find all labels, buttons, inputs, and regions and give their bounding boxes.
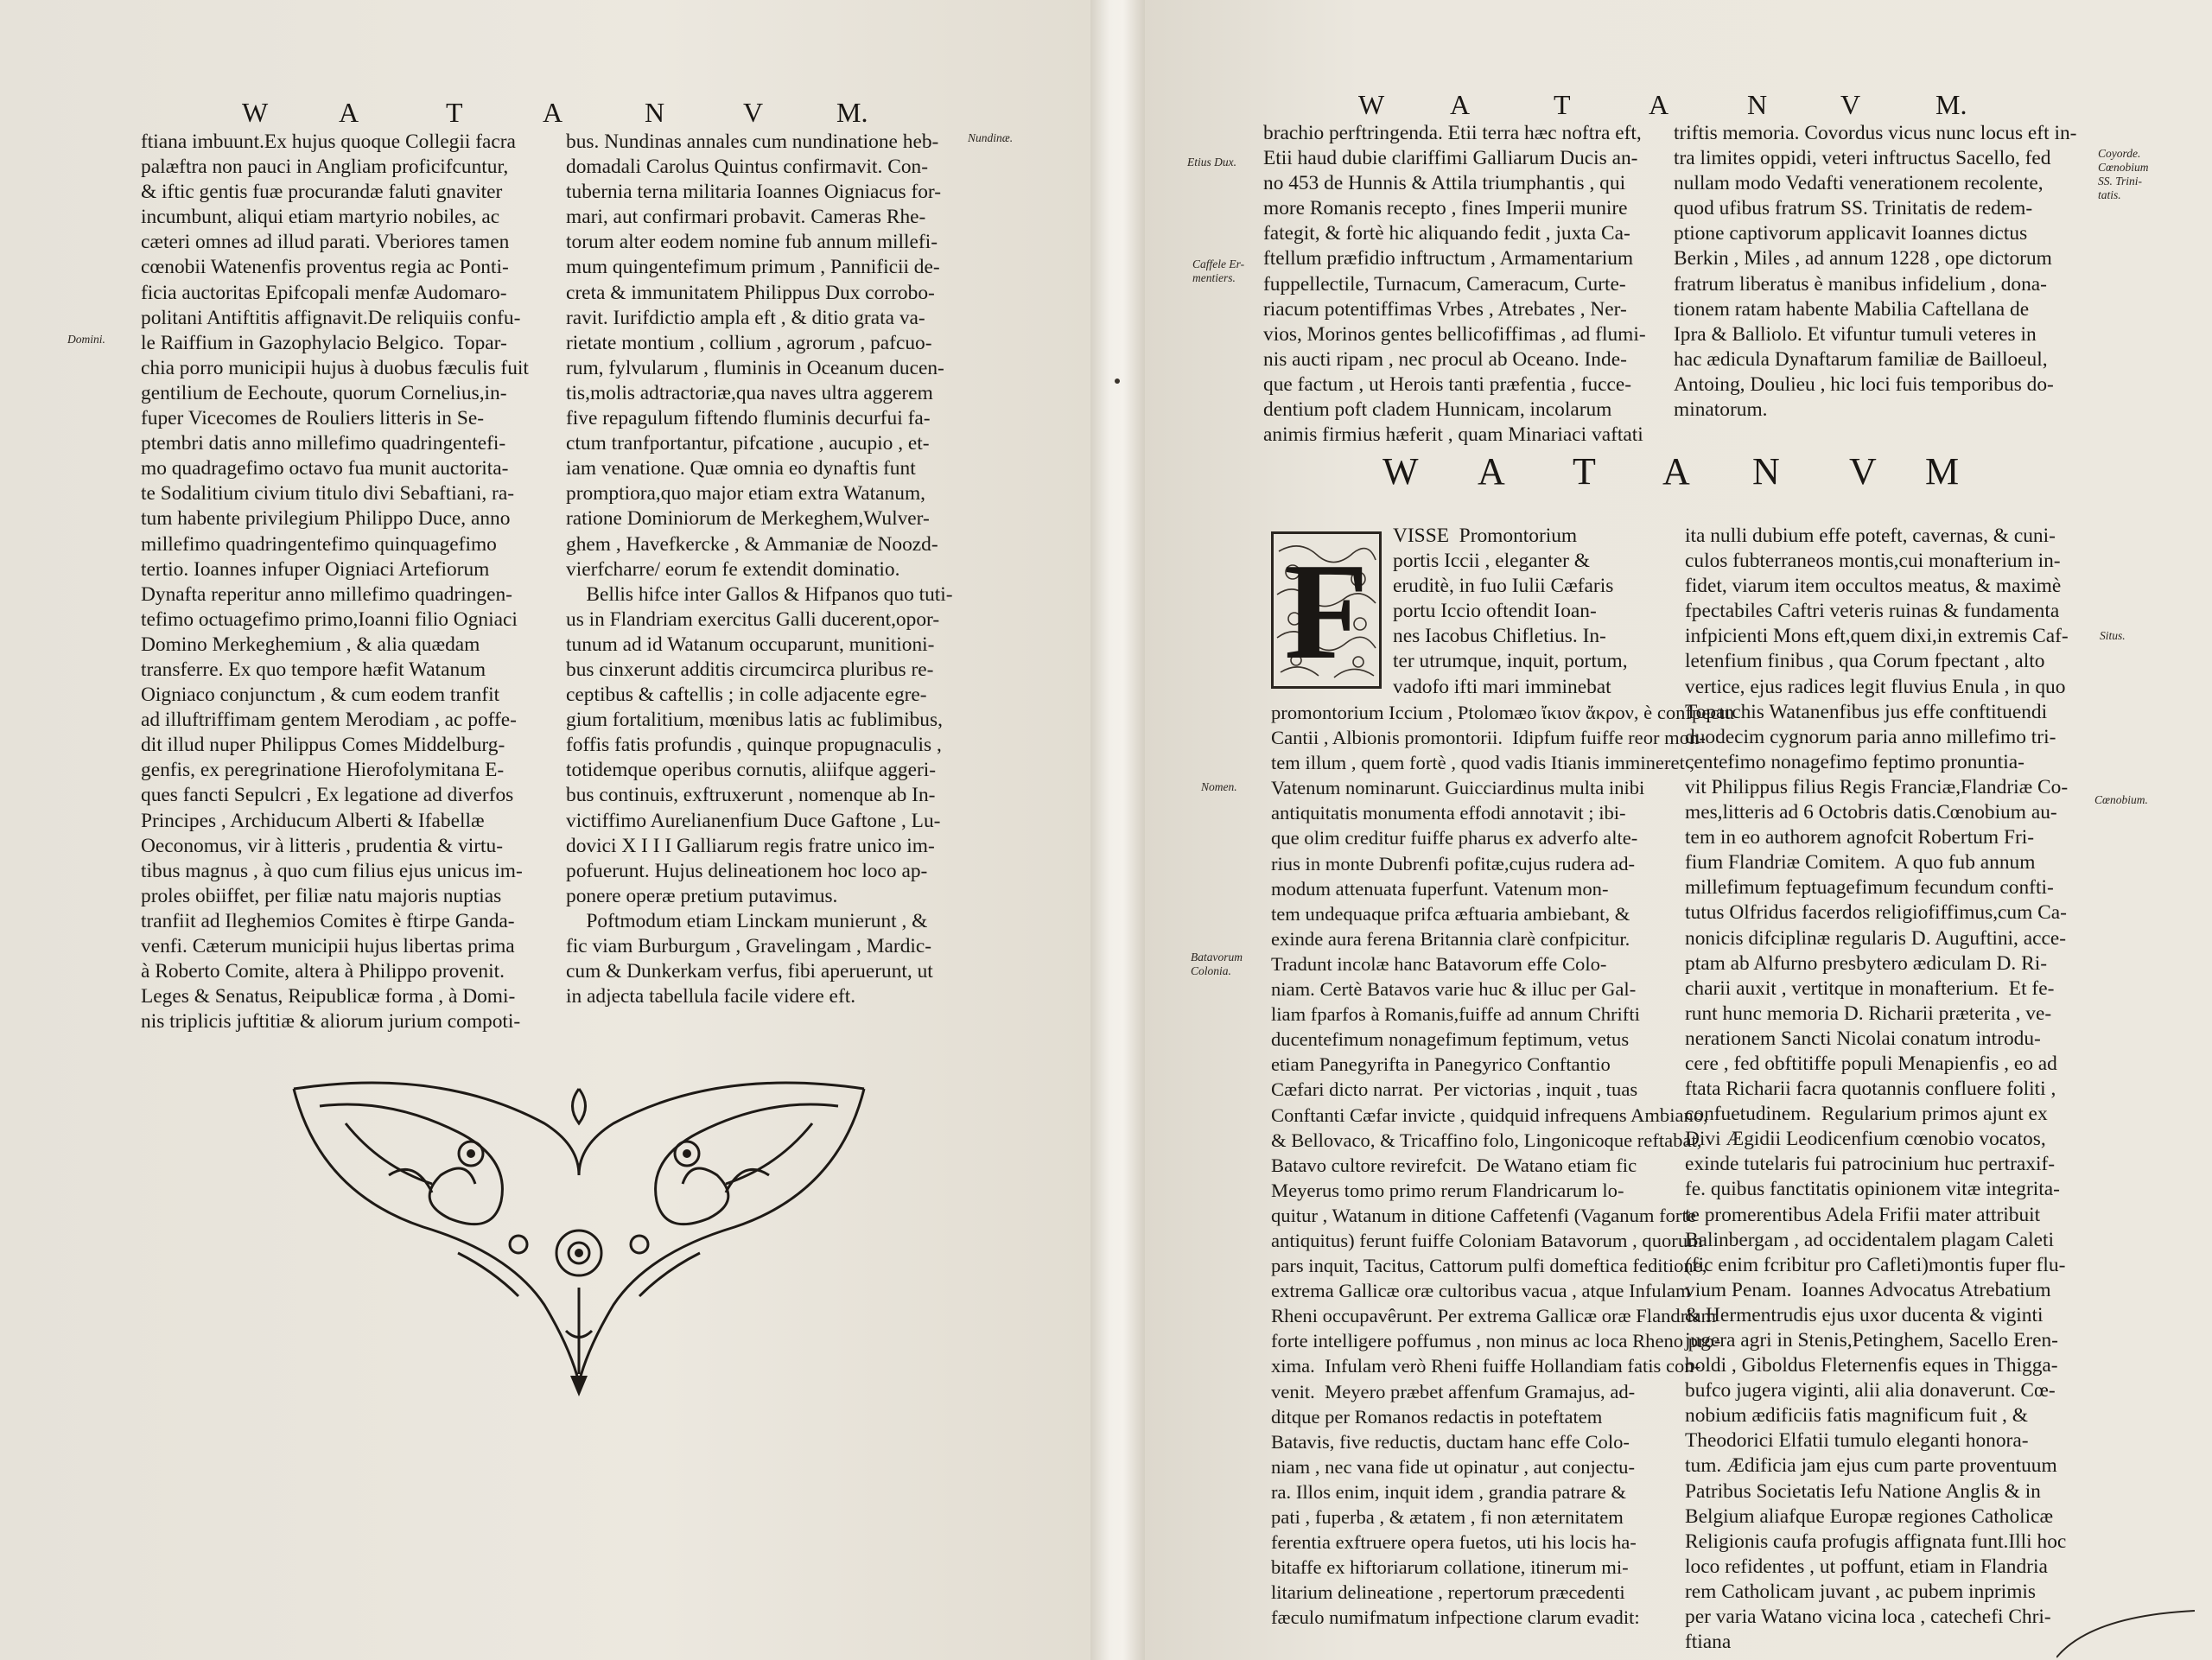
text-line: Domino Merkeghemium , & alia quædam [141, 633, 480, 656]
left-column-2 [566, 130, 972, 1009]
title-letter: W [1382, 450, 1419, 493]
text-line: que olim creditur fuiffe pharus ex adverfo alte- [1271, 827, 1638, 849]
text-line: venfi. Cæterum municipii hujus libertas prima [141, 935, 515, 957]
running-head-letter: A [543, 97, 563, 128]
running-head-letter: M. [1936, 89, 1967, 120]
text-line: tum. Ædificia jam ejus cum parte proventuum [1685, 1454, 2057, 1478]
text-line: dit illud nuper Philippus Comes Middelburg- [141, 734, 505, 757]
text-line: rem Catholicam juvant , ac pubem inprimis [1685, 1580, 2036, 1603]
running-head-letter: W [1358, 89, 1385, 120]
text-line: fuppellectile, Turnacum, Cameracum, Curte- [1263, 272, 1626, 296]
text-line: rietate montium , collium , agrorum , pafcuo- [566, 331, 932, 354]
text-line: mo quadragefimo octavo fua munit auctorita- [141, 457, 509, 480]
text-line: exinde tutelaris fui patrocinium huc pertraxif- [1685, 1153, 2056, 1176]
text-line: Berkin , Miles , ad annum 1228 , ope dictorum [1674, 247, 2052, 270]
text-line: portis Iccii , eleganter & [1393, 550, 1590, 573]
text-line: dovici X I I I Galliarum regis fratre unico im- [566, 834, 935, 857]
running-head-letter: A [1649, 89, 1669, 120]
text-line: more Romanis recepto , fines Imperii munire [1263, 197, 1628, 220]
text-line: Rheni occupavêrunt. Per extrema Gallicæ oræ Flandriam [1271, 1305, 1717, 1327]
title-letter: N [1752, 450, 1780, 493]
text-line: ficia auctoritas Epifcopali menfæ Audomaro- [141, 281, 507, 304]
text-line: us in Flandriam exercitus Galli ducerent,opor- [566, 607, 940, 631]
text-line: dentium poft cladem Hunnicam, incolarum [1263, 398, 1612, 422]
right-top-column-1 [1263, 121, 1669, 448]
decorated-initial [1271, 531, 1382, 689]
text-line: rius in monte Dubrenfi pofitæ,cujus rudera ad- [1271, 852, 1636, 875]
text-line: cere , fed obftitiffe populi Menapienfis , eo ad [1685, 1052, 2057, 1075]
text-line: fic viam Burburgum , Gravelingam , Mardic- [566, 935, 932, 957]
text-line: vadofo ifti mari imminebat [1393, 675, 1611, 698]
text-line: ceptibus & caftellis ; in colle adjacente egre- [566, 684, 927, 707]
text-line: creta & immunitatem Philippus Dux corrobo- [566, 281, 935, 304]
text-line: (fic enim fcribitur pro Cafleti)montis fuper flu- [1685, 1253, 2066, 1276]
text-line: nis aucti ripam , nec procul ab Oceano. Inde- [1263, 347, 1627, 371]
margin-note-batavorum: Batavorum Colonia. [1191, 951, 1243, 977]
text-line: ponere operæ pretium putavimus. [566, 884, 838, 907]
text-line: tunum ad id Watanum occuparunt, munitioni- [566, 633, 935, 656]
running-head-letter: V [743, 97, 764, 128]
running-head-letter: W [242, 97, 269, 128]
text-line: runt hunc memoria D. Richarii præterita , ve- [1685, 1002, 2052, 1025]
running-head-letter: N [645, 97, 665, 128]
margin-note-nundinae: Nundinæ. [968, 131, 1014, 144]
text-line: five repagulum fiftendo fluminis decurfui fa- [566, 407, 931, 430]
text-line: Oeconomus, vir à litteris , prudentia & virtu- [141, 834, 503, 857]
text-line: fidet, viarum item occultos meatus, & maximè [1685, 575, 2062, 598]
text-line: tum habente privilegium Philippo Duce, anno [141, 507, 511, 531]
text-line: & Bellovaco, & Tricaffino folo, Lingonicoque reftabat, [1271, 1129, 1702, 1151]
text-line: torum alter eodem nomine fub annum millefi- [566, 231, 938, 254]
text-line: Etii haud dubie clariffimi Galliarum Ducis an- [1263, 147, 1638, 170]
text-line: proles obiiffet, per filiæ natu majoris nuptias [141, 884, 502, 907]
text-line: vios, Morinos gentes bellicofiffimas , ad flumi- [1263, 322, 1646, 346]
text-line: te promerentibus Adela Frifii mater attribuit [1685, 1203, 2041, 1226]
right-column-2 [1685, 524, 2100, 1655]
text-line: Principes , Archiducum Alberti & Ifabellæ [141, 809, 485, 832]
text-line: in adjecta tabellula facile videre eft. [566, 985, 856, 1008]
text-line: duodecim cygnorum paria anno millefimo tri- [1685, 725, 2056, 748]
text-line: Balinbergam , ad occidentalem plagam Caleti [1685, 1228, 2054, 1251]
text-line: tem in eo authorem agnofcit Robertum Fri- [1685, 826, 2035, 849]
text-line: nes Iacobus Chifletius. In- [1393, 625, 1606, 648]
text-line: le Raiffium in Gazophylacio Belgico. Topar- [141, 331, 507, 354]
text-line: Batavis, five reductis, ductam hanc effe Colo- [1271, 1430, 1630, 1453]
text-line: jugera agri in Stenis,Petinghem, Sacello Eren- [1685, 1329, 2058, 1352]
text-line: ftiana imbuunt.Ex hujus quoque Collegii facra [141, 130, 516, 153]
text-line: ghem , Havefkercke , & Ammaniæ de Noozd- [566, 532, 938, 556]
text-line: tem illum , quem fortè , quod vadis Itianis immineret , [1271, 752, 1695, 774]
text-line: modum attenuata fuperfunt. Vatenum mon- [1271, 877, 1609, 900]
left-column-1 [141, 130, 556, 1034]
text-line: fuper Vicecomes de Rouliers litteris in Se- [141, 407, 485, 430]
text-line: mari, aut confirmari probavit. Cameras Rhe- [566, 206, 926, 229]
text-line: chia porro municipii hujus à duobus fæculis fuit [141, 356, 529, 379]
text-line: Patribus Societatis Iefu Natione Anglis & in [1685, 1479, 2041, 1503]
text-line: promptiora,quo major etiam extra Watanum, [566, 482, 925, 506]
text-line: no 453 de Hunnis & Attila triumphantis , qui [1263, 172, 1626, 195]
text-line: exinde aura ferena Britannia clarè confpicitur. [1271, 927, 1630, 950]
margin-note-nomen: Nomen. [1201, 780, 1237, 793]
text-line: culos fubterraneos montis,cui monafterium in- [1685, 550, 2061, 573]
text-line: mum quingentefimum primum , Pannificii de- [566, 256, 940, 279]
text-line: rum, fylvularum , fluminis in Oceanum ducen- [566, 356, 944, 379]
right-running-head [1358, 89, 1967, 124]
text-line: xima. Infulam verò Rheni fuiffe Hollandiam fatis con- [1271, 1355, 1701, 1377]
text-line: promontorium Iccium , Ptolomæo ἴκιον ἄκρον, è confpectu [1271, 702, 1734, 723]
text-line: etiam Panegyrifta in Panegyrico Conftantio [1271, 1053, 1611, 1076]
text-line: nonicis difciplinæ regularis D. Auguftini, acce- [1685, 926, 2067, 950]
text-line: triftis memoria. Covordus vicus nunc locus eft in- [1674, 122, 2077, 144]
text-line: liam fparfos à Romanis,fuiffe ad annum Chrifti [1271, 1003, 1640, 1026]
text-line: bufco jugera viginti, alii alia donaverunt. Cœ- [1685, 1379, 2056, 1402]
text-line: ra. Illos enim, inquit idem , grandia patrare & [1271, 1480, 1626, 1503]
text-line: confuetudinem. Regularium primos ajunt ex [1685, 1103, 2048, 1126]
page-curl-mark [2056, 1607, 2212, 1659]
book-gutter [1090, 0, 1145, 1660]
text-line: boldi , Giboldus Fleternenfis eques in Thigga- [1685, 1354, 2058, 1377]
margin-note-etius-dux: Etius Dux. [1187, 156, 1236, 169]
text-line: centefimo nonagefimo feptimo pronuntia- [1685, 750, 2024, 773]
text-line: pati , fuperba , & ætatem , fi non æternitatem [1271, 1506, 1624, 1528]
text-line: Bellis hifce inter Gallos & Hifpanos quo tuti- [566, 582, 953, 606]
text-line: foffis fatis profundis , quinque propugnaculis , [566, 734, 942, 757]
text-line: ptembri datis anno millefimo quadringentefi- [141, 432, 506, 455]
text-line: Cæfari dicto narrat. Per victorias , inquit , tuas [1271, 1078, 1638, 1101]
text-line: gium fortalitium, mœnibus latis ac fublimibus, [566, 709, 943, 732]
text-line: loco refidentes , ut poffunt, etiam in Flandria [1685, 1555, 2048, 1578]
text-line: bitaffe ex hiftoriarum collatione, itinerum mi- [1271, 1556, 1629, 1579]
text-line: tibus magnus , à quo cum filius ejus unicus im- [141, 859, 523, 882]
text-line: quod ufibus fratrum SS. Trinitatis de redem- [1674, 197, 2033, 220]
text-line: Vatenum nominarunt. Guicciardinus multa inibi [1271, 777, 1645, 799]
text-line: domadali Carolus Quintus confirmavit. Con- [566, 156, 929, 179]
text-line: que factum , ut Herois tanti præfentia , fucce- [1263, 372, 1632, 396]
text-line: venit. Meyero præbet affenfum Gramajus, ad- [1271, 1380, 1636, 1402]
text-line: ducentefimum nonagefimum feptimum, vetus [1271, 1028, 1630, 1051]
title-letter: T [1573, 450, 1596, 493]
text-line: nis triplicis juftitiæ & aliorum jurium compoti- [141, 1010, 521, 1034]
text-line: Divi Ægidii Leodicenfium cœnobio vocatos, [1685, 1128, 2046, 1151]
text-line: ter utrumque, inquit, portum, [1393, 650, 1628, 673]
text-line: eruditè, in fuo Iulii Cæfaris [1393, 575, 1614, 598]
text-line: extrema Gallicæ oræ cultoribus vacua , atque Infulam [1271, 1280, 1691, 1302]
text-line: letenfium finibus , qua Corum fpectant , alto [1685, 650, 2045, 673]
text-line: à Roberto Comite, altera à Philippo provenit. [141, 960, 505, 983]
text-line: bus continuis, exftruxerunt , nomenque ab In- [566, 784, 936, 807]
text-line: bus cinxerunt additis circumcirca pluribus re- [566, 658, 934, 681]
title-letter: A [1662, 450, 1690, 493]
decorative-ornament [285, 1072, 873, 1400]
running-head-letter: T [1554, 89, 1571, 120]
text-line: iam venatione. Quæ omnia eo dynaftis funt [566, 457, 916, 480]
text-line: forte intelligere poffumus , non minus ac loca Rheno pro- [1271, 1330, 1721, 1352]
text-line: tranfiit ad Ileghemios Comites è ftirpe Ganda- [141, 909, 515, 932]
text-line: tertio. Ioannes infuper Oigniaci Artefiorum [141, 557, 490, 581]
text-line: Religionis caufa profugis affignata funt.Illi hoc [1685, 1530, 2067, 1553]
text-line: tra limites oppidi, veteri inftructus Sacello, fed [1674, 147, 2051, 170]
text-line: fategit, & fortè hic aliquando fedit , juxta Ca- [1263, 222, 1630, 245]
text-line: fpectabiles Caftri veteris ruinas & fundamenta [1685, 600, 2060, 623]
right-top-column-2 [1674, 121, 2097, 423]
text-line: infpicienti Mons eft,quem dixi,in extremis Caf- [1685, 625, 2069, 648]
text-line: vertice, ejus radices legit fluvius Enula , in quo [1685, 675, 2066, 698]
text-line: pars inquit, Tacitus, Cattorum pulfi domeftica feditione, [1271, 1255, 1707, 1277]
text-line: niam , nec vana fide ut opinatur , aut conjectu- [1271, 1455, 1635, 1478]
text-line: ftellum præfidio inftructum , Armamentarium [1263, 247, 1634, 270]
text-line: Conftanti Cæfar invicte , quidquid infrequens Ambiano, [1271, 1103, 1708, 1126]
text-line: cœnobii Watenenfis proventus regia ac Ponti- [141, 256, 509, 279]
text-line: ratione Dominiorum de Merkeghem,Wulver- [566, 507, 930, 531]
running-head-letter: M. [836, 97, 868, 128]
text-line: ravit. Iurifdictio ampla eft , & ditio grata va- [566, 306, 925, 329]
text-line: portu Iccio oftendit Ioan- [1393, 600, 1597, 623]
text-line: minatorum. [1674, 398, 1768, 422]
text-line: litarium delineatione , repertorum præcedenti [1271, 1581, 1625, 1604]
text-line: tefimo octuagefimo primo,Ioanni filio Ogniaci [141, 607, 518, 631]
text-line: charii auxit , vertitque in monafterium. Et fe- [1685, 976, 2055, 1000]
text-line: mes,litteris ad 6 Octobris datis.Cœnobium au- [1685, 801, 2057, 824]
title-letter: M [1925, 450, 1960, 493]
text-line: victiffimo Aurelianenfium Duce Gaftone , Lu- [566, 809, 941, 832]
text-line: millefimum feptuagefimum fecundum confti- [1685, 876, 2054, 900]
text-line: politani Antiftitis affignavit.De reliquiis confu- [141, 306, 521, 329]
right-column-1-beside-initial [1393, 524, 1678, 700]
text-line: ad illuftriffimam gentem Merodiam , ac poffe- [141, 709, 517, 732]
text-line: Toparchis Watanenfibus jus effe conftituendi [1685, 700, 2048, 723]
text-line: vit Philippus filius Regis Franciæ,Flandriæ Co- [1685, 775, 2069, 798]
text-line: Poftmodum etiam Linckam munierunt , & [566, 909, 928, 932]
pin-hole [1115, 378, 1120, 384]
text-line: cæteri omnes ad illud parati. Vberiores tamen [141, 231, 510, 254]
margin-note-caffele: Caffele Er- mentiers. [1192, 258, 1245, 284]
text-line: Dynafta reperitur anno millefimo quadringen- [141, 582, 512, 606]
text-line: fratrum liberatus è manibus infidelium , dona- [1674, 272, 2047, 296]
text-line: millefimo quadringentefimo quinquagefimo [141, 532, 497, 556]
text-line: riacum potentiffimas Vrbes , Atrebates , Ner- [1263, 297, 1627, 321]
text-line: ftiana [1685, 1631, 1732, 1654]
margin-note-coenobium: Cœnobium. [2094, 793, 2148, 806]
text-line: antiquitatis monumenta effodi annotavit ; ibi- [1271, 802, 1626, 824]
text-line: tem undequaque prifca æftuaria ambiebant, & [1271, 902, 1630, 925]
text-line: Tradunt incolæ hanc Batavorum effe Colo- [1271, 952, 1607, 975]
initial-letter: F [1284, 534, 1369, 688]
text-line: per varia Watano vicina loca , catechefi Chri- [1685, 1606, 2051, 1629]
text-line: fe. quibus fanctitatis opinionem vitæ integrita- [1685, 1178, 2060, 1201]
text-line: & Hermentrudis ejus uxor ducenta & viginti [1685, 1303, 2044, 1326]
title-letter: V [1849, 450, 1877, 493]
text-line: hac ædicula Dynaftarum familiæ de Bailloeul, [1674, 347, 2048, 371]
text-line: nullam modo Vedafti venerationem recolente, [1674, 172, 2044, 195]
text-line: Meyerus tomo primo rerum Flandricarum lo- [1271, 1179, 1624, 1201]
text-line: Leges & Senatus, Reipublicæ forma , à Domi- [141, 985, 516, 1008]
text-line: antiquitus) ferunt fuiffe Coloniam Batavorum , quorum [1271, 1229, 1703, 1251]
text-line: te Sodalitium civium titulo divi Sebaftiani, ra- [141, 482, 515, 506]
margin-note-situs: Situs. [2100, 629, 2126, 642]
text-line: genfis, ex peregrinatione Hierofolymitana E- [141, 759, 505, 782]
text-line: niam. Certè Batavos varie huc & illuc per Gal- [1271, 978, 1637, 1001]
running-head-letter: A [1450, 89, 1471, 120]
text-line: & iftic gentis fuæ procurandæ faluti gnaviter [141, 181, 503, 204]
margin-note-domini: Domini. [67, 333, 105, 346]
text-line: tutus Olfridus facerdos religiofiffimus,cum Ca- [1685, 901, 2067, 925]
text-line: fæculo numifmatum infpectione clarum evadit: [1271, 1606, 1640, 1629]
text-line: brachio perftringenda. Etii terra hæc noftra eft, [1263, 122, 1642, 144]
text-line: incumbunt, aliqui etiam martyrio nobiles, ac [141, 206, 500, 229]
text-line: Belgium aliafque Europæ regiones Catholicæ [1685, 1504, 2054, 1528]
text-line: nerationem Sancti Nicolai conatum introdu- [1685, 1027, 2041, 1050]
text-line: ftata Richarii facra quotannis confluere foliti , [1685, 1078, 2056, 1101]
text-line: gentilium de Eechoute, quorum Cornelius,in- [141, 381, 507, 404]
text-line: bus. Nundinas annales cum nundinatione heb- [566, 130, 939, 153]
text-line: nobium ædificiis fatis magnificum fuit , & [1685, 1404, 2028, 1428]
text-line: tubernia terna militaria Ioannes Oigniacus for- [566, 181, 942, 204]
running-head-letter: V [1840, 89, 1861, 120]
text-line: fium Flandriæ Comitem. A quo fub annum [1685, 851, 2036, 875]
text-line: ptione captivorum applicavit Ioannes dictus [1674, 222, 2028, 245]
text-line: VISSE Promontorium [1393, 525, 1578, 547]
text-line: totidemque operibus cornutis, aliifque aggeri- [566, 759, 937, 782]
text-line: ferentia exftruere opera fuetos, uti his locis ha- [1271, 1531, 1637, 1554]
running-head-letter: T [446, 97, 463, 128]
text-line: tionem ratam habente Mabilia Caftellana de [1674, 297, 2030, 321]
text-line: transferre. Ex quo tempore hæfit Watanum [141, 658, 486, 681]
title-letter: A [1478, 450, 1505, 493]
text-line: pofuerunt. Hujus delineationem hoc loco ap- [566, 859, 928, 882]
text-line: ptam ab Alfurno presbytero ædiculam D. Ri- [1685, 951, 2047, 975]
text-line: animis firmius hæferit , quam Minariaci vaftati [1263, 423, 1643, 447]
text-line: Batavo cultore revirefcit. De Watano etiam fic [1271, 1154, 1637, 1176]
text-line: ques fancti Sepulcri , Ex legatione ad diverfos [141, 784, 514, 807]
text-line: cum & Dunkerkam verfus, fibi aperuerunt, ut [566, 960, 933, 983]
text-line: vierfcharre/ eorum fe extendit dominatio. [566, 557, 900, 581]
text-line: ditque per Romanos redactis in poteftatem [1271, 1405, 1603, 1428]
running-head-letter: A [339, 97, 359, 128]
text-line: Oigniaco conjunctum , & cum eodem tranfit [141, 684, 500, 707]
text-line: palæftra non pauci in Angliam proficifcuntur, [141, 156, 509, 179]
text-line: vium Penam. Ioannes Advocatus Atrebatium [1685, 1278, 2051, 1301]
text-line: Cantii , Albionis promontorii. Idipfum fuiffe reor mon- [1271, 727, 1706, 749]
text-line: Antoing, Doulieu , hic loci fuis temporibus do- [1674, 372, 2054, 396]
running-head-letter: N [1747, 89, 1768, 120]
margin-note-coyorde: Coyorde. Cœnobium SS. Trini- tatis. [2098, 147, 2149, 201]
text-line: Theodorici Elfatii tumulo eleganti honora- [1685, 1429, 2029, 1453]
left-running-head [242, 97, 881, 131]
text-line: Ipra & Balliolo. Et vifuntur tumuli veteres in [1674, 322, 2037, 346]
text-line: quitur , Watanum in ditione Caffetenfi (Vaganum forte [1271, 1204, 1696, 1226]
right-column-1 [1271, 700, 1734, 1630]
text-line: ita nulli dubium effe poteft, cavernas, & cuni- [1685, 525, 2056, 547]
text-line: ctum tranfportantur, pifcatione , aucupio , et- [566, 432, 930, 455]
text-line: tis,molis adtractoriæ,qua naves ultra aggerem [566, 381, 933, 404]
section-title [1382, 449, 1970, 498]
